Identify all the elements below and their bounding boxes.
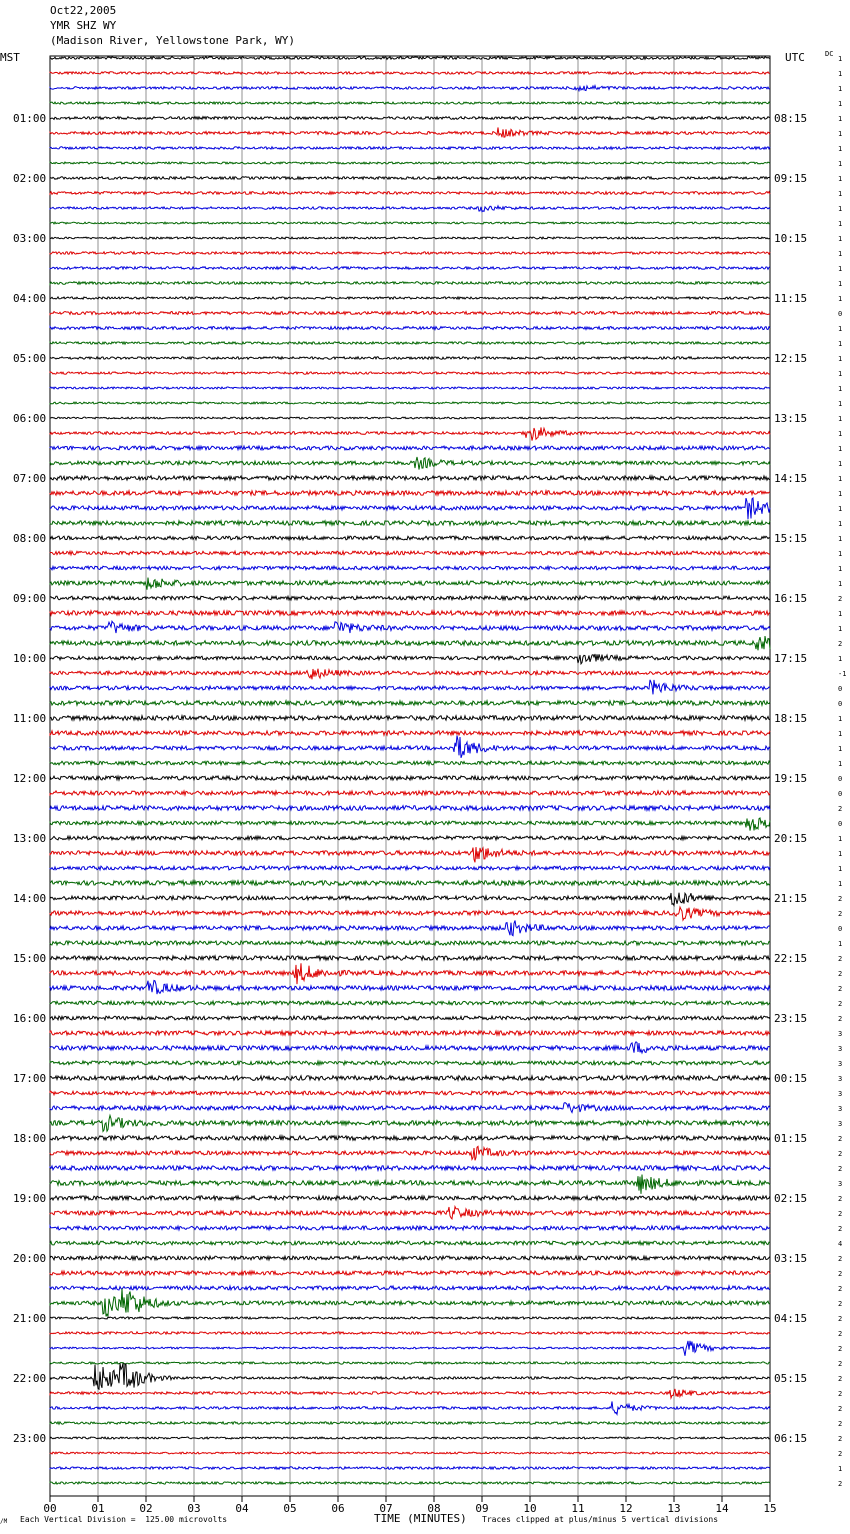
seismic-trace xyxy=(50,551,770,555)
seismic-trace xyxy=(50,147,770,150)
seismic-trace xyxy=(50,57,770,60)
dc-value: 1 xyxy=(838,475,843,483)
seismic-trace xyxy=(50,1146,770,1160)
dc-value: 1 xyxy=(838,205,843,213)
hour-label-mst: 13:00 xyxy=(13,832,47,845)
seismic-trace xyxy=(50,417,770,419)
hour-label-mst: 20:00 xyxy=(13,1252,47,1265)
seismic-trace xyxy=(50,117,770,120)
dc-value: 1 xyxy=(838,715,843,723)
seismic-trace xyxy=(50,1016,770,1020)
dc-value: 1 xyxy=(838,265,843,273)
seismic-trace xyxy=(50,446,770,450)
hour-label-mst: 06:00 xyxy=(13,412,47,425)
hour-label-mst: 05:00 xyxy=(13,352,47,365)
x-tick-label: 04 xyxy=(235,1502,249,1515)
dc-value: 0 xyxy=(838,700,843,708)
seismic-trace xyxy=(50,941,770,945)
dc-value: 2 xyxy=(838,1375,843,1383)
seismic-trace xyxy=(50,1452,770,1454)
seismic-trace xyxy=(50,427,770,440)
dc-value: 1 xyxy=(838,430,843,438)
dc-value: 1 xyxy=(838,865,843,873)
x-tick-label: 02 xyxy=(139,1502,153,1515)
dc-value: 1 xyxy=(838,85,843,93)
seismic-trace xyxy=(50,222,770,224)
seismic-trace xyxy=(50,192,770,195)
seismic-trace xyxy=(50,128,770,138)
seismic-trace xyxy=(50,1196,770,1200)
dc-value: 2 xyxy=(838,1405,843,1413)
dc-value: 2 xyxy=(838,1435,843,1443)
x-tick-label: 12 xyxy=(619,1502,633,1515)
dc-value: 2 xyxy=(838,1420,843,1428)
dc-value: 2 xyxy=(838,640,843,648)
hour-label-mst: 11:00 xyxy=(13,712,47,725)
dc-value: 2 xyxy=(838,1450,843,1458)
seismic-trace xyxy=(50,1271,770,1275)
dc-value: 1 xyxy=(838,550,843,558)
seismic-trace xyxy=(50,162,770,164)
dc-value: 1 xyxy=(838,505,843,513)
hour-label-mst: 10:00 xyxy=(13,652,47,665)
seismic-trace xyxy=(50,1166,770,1171)
hour-label-utc: 00:15 xyxy=(774,1072,808,1085)
hour-label-utc: 10:15 xyxy=(774,232,808,245)
x-tick-label: 05 xyxy=(283,1502,297,1515)
seismic-trace xyxy=(50,731,770,735)
hour-label-utc: 18:15 xyxy=(774,712,808,725)
seismic-trace xyxy=(50,1317,770,1319)
dc-value: 2 xyxy=(838,1255,843,1263)
dc-value: 2 xyxy=(838,1015,843,1023)
dc-value: 1 xyxy=(838,535,843,543)
seismic-trace xyxy=(50,818,770,831)
seismic-trace xyxy=(50,761,770,765)
seismic-trace xyxy=(50,963,770,984)
x-tick-label: 06 xyxy=(331,1502,345,1515)
dc-value: 1 xyxy=(838,115,843,123)
x-tick-label: 09 xyxy=(475,1502,489,1515)
hour-label-mst: 22:00 xyxy=(13,1372,47,1385)
hour-label-mst: 17:00 xyxy=(13,1072,47,1085)
hour-label-utc: 12:15 xyxy=(774,352,808,365)
hour-label-mst: 18:00 xyxy=(13,1132,47,1145)
seismic-trace xyxy=(50,252,770,254)
x-tick-label: 01 xyxy=(91,1502,105,1515)
hour-label-mst: 08:00 xyxy=(13,532,47,545)
seismic-trace xyxy=(50,1482,770,1484)
seismic-trace xyxy=(50,1286,770,1290)
hour-label-utc: 05:15 xyxy=(774,1372,808,1385)
dc-value: 2 xyxy=(838,1285,843,1293)
seismic-trace xyxy=(50,791,770,795)
hour-label-mst: 12:00 xyxy=(13,772,47,785)
x-tick-label: 13 xyxy=(667,1502,681,1515)
dc-value: 1 xyxy=(838,100,843,108)
seismic-trace xyxy=(50,1401,770,1414)
dc-value: 1 xyxy=(838,610,843,618)
seismic-trace xyxy=(50,669,770,680)
dc-value: 0 xyxy=(838,310,843,318)
seismic-trace xyxy=(50,680,770,695)
seismic-trace xyxy=(50,847,770,862)
dc-value: 1 xyxy=(838,850,843,858)
dc-value: 1 xyxy=(838,730,843,738)
plot-date: Oct22,2005 xyxy=(50,4,117,17)
dc-value: 3 xyxy=(838,1075,843,1083)
hour-label-utc: 04:15 xyxy=(774,1312,808,1325)
hour-label-utc: 22:15 xyxy=(774,952,808,965)
dc-value: 1 xyxy=(838,235,843,243)
dc-value: 1 xyxy=(838,280,843,288)
hour-label-mst: 23:00 xyxy=(13,1432,47,1445)
dc-value: 1 xyxy=(838,655,843,663)
dc-value: 2 xyxy=(838,1165,843,1173)
dc-value: 1 xyxy=(838,220,843,228)
dc-value: 1 xyxy=(838,340,843,348)
dc-value: 3 xyxy=(838,1030,843,1038)
dc-value: 1 xyxy=(838,625,843,633)
hour-label-utc: 20:15 xyxy=(774,832,808,845)
dc-value: 0 xyxy=(838,820,843,828)
seismic-trace xyxy=(50,86,770,91)
seismic-trace xyxy=(50,342,770,344)
seismic-trace xyxy=(50,636,770,650)
dc-value: 1 xyxy=(838,1465,843,1473)
plot-station: YMR SHZ WY xyxy=(50,19,117,32)
seismic-trace xyxy=(50,566,770,570)
seismic-trace xyxy=(50,357,770,360)
seismic-trace xyxy=(50,1437,770,1439)
seismic-trace xyxy=(50,1207,770,1219)
dc-value: 2 xyxy=(838,1195,843,1203)
hour-label-utc: 14:15 xyxy=(774,472,808,485)
dc-value: 2 xyxy=(838,1210,843,1218)
dc-value: 2 xyxy=(838,1480,843,1488)
hour-label-utc: 01:15 xyxy=(774,1132,808,1145)
dc-value: 0 xyxy=(838,775,843,783)
dc-value: 1 xyxy=(838,145,843,153)
dc-value: 1 xyxy=(838,160,843,168)
seismic-trace xyxy=(50,1332,770,1334)
seismic-trace xyxy=(50,267,770,270)
dc-value: 2 xyxy=(838,955,843,963)
hour-label-utc: 21:15 xyxy=(774,892,808,905)
seismic-trace xyxy=(50,578,770,590)
dc-value: 2 xyxy=(838,1360,843,1368)
seismic-trace xyxy=(50,981,770,995)
scale-note: Each Vertical Division = 125.00 microvolts xyxy=(20,1515,228,1524)
dc-value: 1 xyxy=(838,325,843,333)
seismic-trace xyxy=(50,1389,770,1398)
seismic-trace xyxy=(50,806,770,811)
dc-value: 3 xyxy=(838,1045,843,1053)
dc-value: 1 xyxy=(838,490,843,498)
dc-value: 1 xyxy=(838,175,843,183)
seismic-trace xyxy=(50,1422,770,1424)
x-tick-label: 10 xyxy=(523,1502,537,1515)
hour-label-utc: 02:15 xyxy=(774,1192,808,1205)
dc-value: 4 xyxy=(838,1240,843,1248)
dc-value: 3 xyxy=(838,1120,843,1128)
dc-value: 1 xyxy=(838,370,843,378)
hour-label-mst: 03:00 xyxy=(13,232,47,245)
left-timezone-label: MST xyxy=(0,51,20,64)
seismic-trace xyxy=(50,387,770,389)
dc-value: 2 xyxy=(838,910,843,918)
hour-label-utc: 13:15 xyxy=(774,412,808,425)
seismic-trace xyxy=(50,72,770,74)
seismic-trace xyxy=(50,1076,770,1081)
seismic-trace xyxy=(50,536,770,540)
dc-value: 3 xyxy=(838,1090,843,1098)
seismic-trace xyxy=(50,907,770,920)
seismic-trace xyxy=(50,716,770,721)
dc-value: 3 xyxy=(838,1060,843,1068)
hour-label-mst: 15:00 xyxy=(13,952,47,965)
seismic-trace xyxy=(50,476,770,480)
dc-value: 1 xyxy=(838,940,843,948)
dc-value: 1 xyxy=(838,580,843,588)
seismic-trace xyxy=(50,1467,770,1469)
dc-value: 1 xyxy=(838,355,843,363)
x-tick-label: 03 xyxy=(187,1502,201,1515)
x-tick-label: 00 xyxy=(43,1502,57,1515)
hour-label-utc: 08:15 xyxy=(774,112,808,125)
dc-value: 1 xyxy=(838,415,843,423)
dc-value: 1 xyxy=(838,55,843,63)
hour-label-utc: 09:15 xyxy=(774,172,808,185)
plot-location: (Madison River, Yellowstone Park, WY) xyxy=(50,34,296,47)
dc-value: 1 xyxy=(838,835,843,843)
seismic-trace xyxy=(50,611,770,616)
seismic-trace xyxy=(50,498,770,519)
dc-value: 2 xyxy=(838,1315,843,1323)
dc-value: 2 xyxy=(838,1345,843,1353)
hour-label-mst: 09:00 xyxy=(13,592,47,605)
dc-header-label: DC xyxy=(825,50,834,58)
seismic-trace xyxy=(50,1362,770,1364)
dc-value: 2 xyxy=(838,1300,843,1308)
dc-value: 1 xyxy=(838,445,843,453)
seismic-trace xyxy=(50,776,770,780)
dc-value: 1 xyxy=(838,745,843,753)
hour-label-mst: 04:00 xyxy=(13,292,47,305)
seismic-trace xyxy=(50,402,770,404)
dc-value: 1 xyxy=(838,400,843,408)
seismic-trace xyxy=(50,1341,770,1356)
clip-note: Traces clipped at plus/minus 5 vertical divisions xyxy=(482,1515,719,1524)
seismic-trace xyxy=(50,1115,770,1131)
x-tick-label: 11 xyxy=(571,1502,585,1515)
seismic-trace xyxy=(50,1226,770,1230)
seismic-trace xyxy=(50,701,770,706)
dc-value: 2 xyxy=(838,595,843,603)
seismic-trace xyxy=(50,1031,770,1035)
seismic-trace xyxy=(50,1363,770,1389)
right-timezone-label: UTC xyxy=(785,51,805,64)
seismic-trace xyxy=(50,621,770,633)
hour-label-utc: 17:15 xyxy=(774,652,808,665)
hour-label-mst: 19:00 xyxy=(13,1192,47,1205)
dc-value: 3 xyxy=(838,1105,843,1113)
x-axis-title: TIME (MINUTES) xyxy=(374,1512,467,1525)
seismic-trace xyxy=(50,836,770,840)
hour-label-utc: 03:15 xyxy=(774,1252,808,1265)
dc-value: 2 xyxy=(838,1225,843,1233)
dc-value: 1 xyxy=(838,460,843,468)
seismic-trace xyxy=(50,237,770,239)
seismic-trace xyxy=(50,457,770,470)
dc-value: 1 xyxy=(838,760,843,768)
dc-value: 2 xyxy=(838,1135,843,1143)
seismic-trace xyxy=(50,654,770,664)
seismic-trace xyxy=(50,1042,770,1053)
dc-value: 2 xyxy=(838,985,843,993)
hour-label-mst: 02:00 xyxy=(13,172,47,185)
dc-value: 1 xyxy=(838,520,843,528)
x-tick-label: 08 xyxy=(427,1502,441,1515)
hour-label-mst: 16:00 xyxy=(13,1012,47,1025)
hour-label-utc: 19:15 xyxy=(774,772,808,785)
dc-value: 2 xyxy=(838,1000,843,1008)
seismic-trace xyxy=(50,1091,770,1095)
dc-value: 2 xyxy=(838,805,843,813)
x-tick-label: 14 xyxy=(715,1502,729,1515)
seismic-trace xyxy=(50,866,770,870)
seismic-trace xyxy=(50,1136,770,1140)
x-tick-label: 15 xyxy=(763,1502,777,1515)
seismic-trace xyxy=(50,1289,770,1317)
seismic-trace xyxy=(50,297,770,299)
dc-value: 1 xyxy=(838,385,843,393)
dc-value: 2 xyxy=(838,970,843,978)
seismic-trace xyxy=(50,1001,770,1005)
dc-value: 0 xyxy=(838,685,843,693)
hour-label-mst: 07:00 xyxy=(13,472,47,485)
seismic-trace xyxy=(50,177,770,180)
seismic-trace xyxy=(50,102,770,104)
seismic-trace xyxy=(50,312,770,315)
dc-value: 1 xyxy=(838,70,843,78)
hour-label-utc: 15:15 xyxy=(774,532,808,545)
hour-label-mst: 01:00 xyxy=(13,112,47,125)
seismic-trace xyxy=(50,1175,770,1194)
dc-value: 1 xyxy=(838,130,843,138)
seismic-trace xyxy=(50,491,770,496)
seismic-trace xyxy=(50,881,770,886)
dc-value: 1 xyxy=(838,250,843,258)
seismic-trace xyxy=(50,1061,770,1065)
hour-label-mst: 14:00 xyxy=(13,892,47,905)
dc-value: 1 xyxy=(838,295,843,303)
dc-value: 1 xyxy=(838,880,843,888)
dc-value: 1 xyxy=(838,565,843,573)
dc-value: 3 xyxy=(838,1180,843,1188)
hour-label-utc: 23:15 xyxy=(774,1012,808,1025)
seismic-trace xyxy=(50,1241,770,1245)
dc-value: 2 xyxy=(838,1330,843,1338)
footer-mark: /M xyxy=(0,1518,8,1525)
x-tick-label: 07 xyxy=(379,1502,393,1515)
seismic-trace xyxy=(50,596,770,600)
seismic-trace xyxy=(50,1103,770,1113)
seismic-trace xyxy=(50,521,770,525)
seismic-trace xyxy=(50,921,770,936)
hour-label-utc: 06:15 xyxy=(774,1432,808,1445)
dc-value: 0 xyxy=(838,925,843,933)
hour-label-mst: 21:00 xyxy=(13,1312,47,1325)
dc-value: 2 xyxy=(838,1270,843,1278)
seismic-trace xyxy=(50,893,770,906)
dc-value: 0 xyxy=(838,790,843,798)
seismic-trace xyxy=(50,206,770,212)
hour-label-utc: 16:15 xyxy=(774,592,808,605)
dc-value: 2 xyxy=(838,1150,843,1158)
dc-value: 2 xyxy=(838,1390,843,1398)
seismic-trace xyxy=(50,372,770,374)
dc-value: 1 xyxy=(838,190,843,198)
hour-label-utc: 11:15 xyxy=(774,292,808,305)
seismic-trace xyxy=(50,736,770,758)
seismic-trace xyxy=(50,1256,770,1260)
dc-value: 2 xyxy=(838,895,843,903)
seismic-trace xyxy=(50,327,770,330)
seismic-trace xyxy=(50,956,770,960)
dc-value: -1 xyxy=(838,670,847,678)
seismic-trace xyxy=(50,282,770,285)
